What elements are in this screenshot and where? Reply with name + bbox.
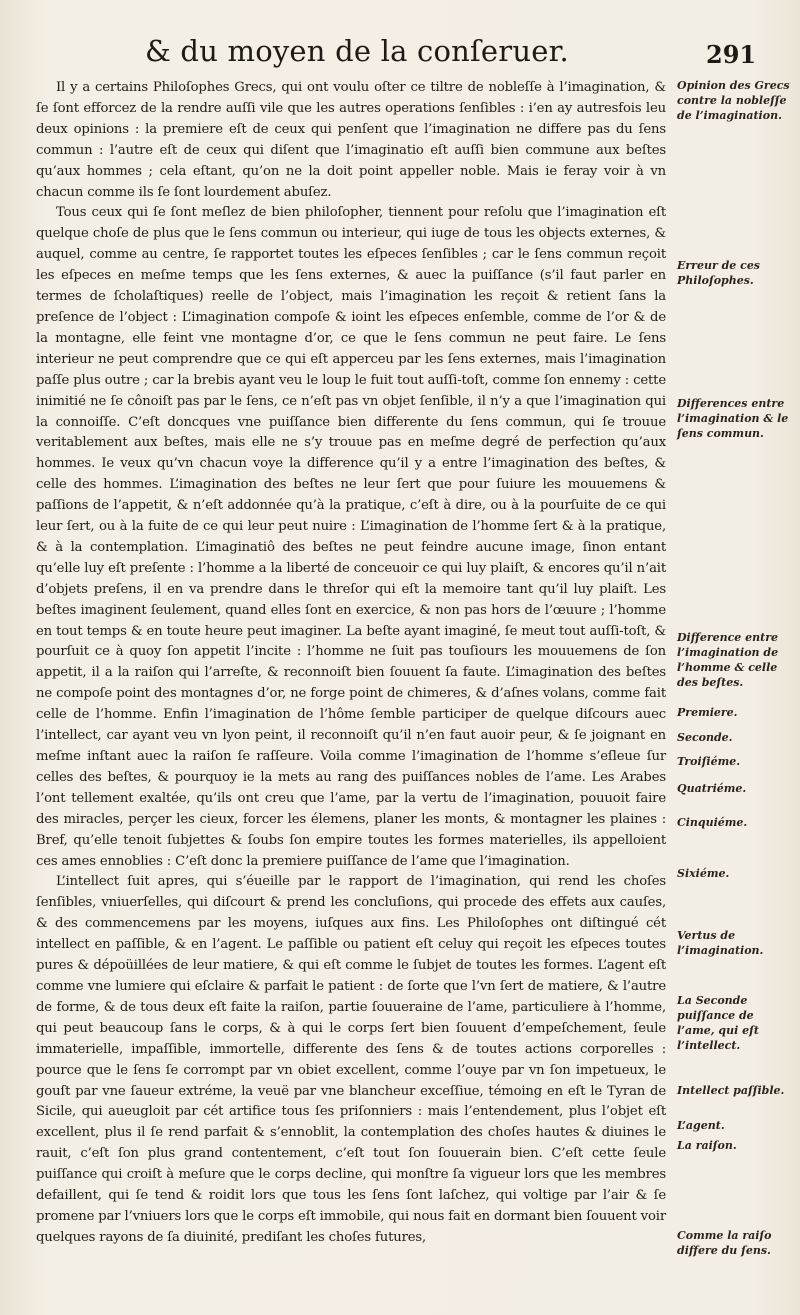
margin-note: Intellect paſſible. [677, 1084, 785, 1097]
margin-note: La Seconde puiſſance de l’ame, qui eſt l’intellect. [677, 994, 759, 1052]
margin-note: Seconde. [677, 731, 733, 744]
margin-note: Troiſiéme. [677, 755, 741, 768]
paragraph: Tous ceux qui ſe ſont meſlez de bien philoſopher, tiennent pour reſolu que l’imagination eſt quelque choſe de plus que le ſens commun ou interieur, qui iuge de tous les objects externes, & auquel, comme au centre, ſe rapportet toutes les eſpeces ſenſibles ; car le ſens commun reçoit les eſpeces en meſme temps que les ſens externes, & auec la puiſſance (s’il faut parler en termes de ſcholaſtiques) reelle de l’object, mais l’imagination les reçoit & retient ſans la preſence de l’object : L’imagination compoſe & ioint les eſpeces enſemble, comme de l’or & de la montagne, elle feint vne montagne d’or, ce que le ſens commun ne peut faire. Le ſens interieur ne peut comprendre que ce qui eſt apperceu par les ſens externes, mais l’imagination paſſe plus outre ; car la brebis ayant veu le loup le fuit tout auſſi-toſt, comme ſon ennemy : cette inimitié ne ſe cônoiſt pas par le ſens, ce n’eſt pas vn objet ſenſible, il n’y a que l’imagination qui la connoiſſe. C’eſt doncques vne puiſſance bien differente du ſens commun, qui ſe trouue veritablement aux beſtes, mais elle ne s’y trouue pas en meſme degré de perfection qu’aux hommes. Ie veux qu’vn chacun voye la difference qu’il y a entre l’imagination des beſtes, & celle des hommes. L’imagination des beſtes ne leur ſert que pour ſuiure les mouuemens & paſſions de l’appetit, & n’eſt addonnée qu’à la pratique, c’eſt à dire, ou à la pourſuite de ce qui leur ſert, ou à la fuite de ce qui leur peut nuire : L’imagination de l’homme ſert & à la pratique, & à la contemplation. L’imaginatiô des beſtes ne peut feindre aucune image, ſinon entant qu’elle luy eſt preſente : l’homme a la liberté de conceuoir ce qui luy plaiſt, & encores qu’il n’ait d’objets preſens, il en va prendre dans le threſor qui eſt la memoire tant qu’il luy plaiſt. Les beſtes imaginent ſeulement, quand elles ſont en exercice, & non pas hors de l’œuure ; l’homme en tout temps & en toute heure peut imaginer. La beſte ayant imaginé, ſe meut tout auſſi-toſt, & pourſuit ce à quoy ſon appetit l’incite : l’homme ne ſuit pas touſiours les mouuemens de ſon appetit, il a la raiſon qui l’arreſte, & reconnoiſt bien ſouuent ſa faute. L’imagination des beſtes ne compoſe point des montagnes d’or, ne forge point de chimeres, & d’aſnes volans, comme fait celle de l’homme. Enfin l’imagination de l’hôme ſemble participer de quelque diſcours auec l’intellect, car ayant veu vn lyon peint, il reconnoiſt qu’il n’en faut auoir peur, & ſe joignant en meſme inſtant auec la raiſon ſe raſſeure. Voila comme l’imagination de l’homme s’eſleue ſur celles des beſtes, & pourquoy ie la mets au rang des puiſſances nobles de l’ame. Les Arabes l’ont tellement exaltée, qu’ils ont creu que l’ame, par la vertu de l’imagination, pouuoit faire des miracles, perçer les cieux, forcer les élemens, planer les monts, & montagner les plaines : Bref, qu’elle tenoit ſubjettes & ſoubs ſon empire toutes les formes materielles, ils appelloient ces ames ennoblies : C’eſt donc la premiere puiſſance de l’ame que l’imagination. [36, 205, 666, 869]
margin-note: Opinion des Grecs contre la nobleſſe de l’imagination. [677, 79, 790, 122]
body-text [36, 78, 666, 1249]
paragraph: L’intellect ſuit apres, qui s’éueille par le rapport de l’imagination, qui rend les choſes ſenſibles, vniuerſelles, qui diſcourt & prend les concluſions, qui procede des effets aux cauſes, & des commencemens par les moyens, iuſques aux fins. Les Philoſophes ont diſtingué cét intellect en paſſible, & en l’agent. Le paſſible ou patient eſt celuy qui reçoit les eſpeces toutes pures & dépoüillées de leur matiere, & qui eſt comme le ſubjet de toutes les formes. L’agent eſt comme vne lumiere qui eſclaire & parfait le patient : de ſorte que l’vn ſert de matiere, & l’autre de forme, & de tous deux eſt faite la raiſon, partie ſouueraine de l’ame, particuliere à l’homme, qui peut beaucoup ſans le corps, & à qui le corps ſert bien ſouuent d’empeſchement, ſeule immaterielle, impaſſible, immortelle, differente des ſens & de toutes actions corporelles : pource que le ſens ſe corrompt par vn obiet excellent, comme l’ouye par vn ſon impetueux, le gouſt par vne ſaueur extréme, la veuë par vne blancheur exceſſiue, témoing en eſt le Tyran de Sicile, qui aueugloit par cét artifice tous ſes priſonniers : mais l’entendement, plus l’objet eſt excellent, plus il ſe rend parfait & s’ennoblit, la contemplation des choſes hautes & diuines le rauit, c’eſt ſon plus grand contentement, c’eſt tout ſon ſouuerain bien. C’eſt cette ſeule puiſſance qui croiſt à meſure que le corps decline, qui monſtre ſa vigueur lors que les membres defaillent, qui ſe tend & roidit lors que tous les ſens ſont laſchez, qui voltige par l’air & ſe promene par l’vniuers lors que le corps eſt immobile, qui nous fait en dormant bien ſouuent voir quelques rayons de ſa diuinité, prediſant les choſes futures, [36, 874, 666, 1245]
margin-note: L’agent. [677, 1119, 725, 1132]
page-number: 291 [706, 40, 757, 69]
running-title: & du moyen de la conſeruer. [145, 34, 569, 68]
margin-note: Cinquiéme. [677, 816, 748, 829]
margin-note: Erreur de ces Philoſophes. [677, 259, 761, 287]
page-header [0, 34, 800, 82]
margin-note: Quatriéme. [677, 782, 747, 795]
margin-note: Difference entre l’imagination de l’homme & celle des beſtes. [677, 631, 779, 689]
margin-note: Differences entre l’imagination & le ſens commun. [677, 397, 789, 440]
margin-note: Premiere. [677, 706, 738, 719]
margin-note: La raiſon. [677, 1139, 737, 1152]
margin-note: Sixiéme. [677, 867, 730, 880]
margin-note: Vertus de l’imagination. [677, 929, 764, 957]
margin-note: Comme la raiſo differe du ſens. [677, 1229, 772, 1257]
paragraph: Il y a certains Philoſophes Grecs, qui ont voulu oſter ce tiltre de nobleſſe à l’imagination, & ſe ſont efforcez de la rendre auſſi vile que les autres operations ſenſibles : i’en ay autresfois leu deux opinions : la premiere eſt de ceux qui penſent que l’imagination ne differe pas du ſens commun : l’autre eſt de ceux qui diſent que l’imaginatio eſt auſſi bien commune aux beſtes qu’aux hommes ; cela eſtant, qu’on ne la doit point appeller noble. Mais ie feray voir à vn chacun comme ils ſe ſont lourdement abuſez. [36, 80, 666, 200]
